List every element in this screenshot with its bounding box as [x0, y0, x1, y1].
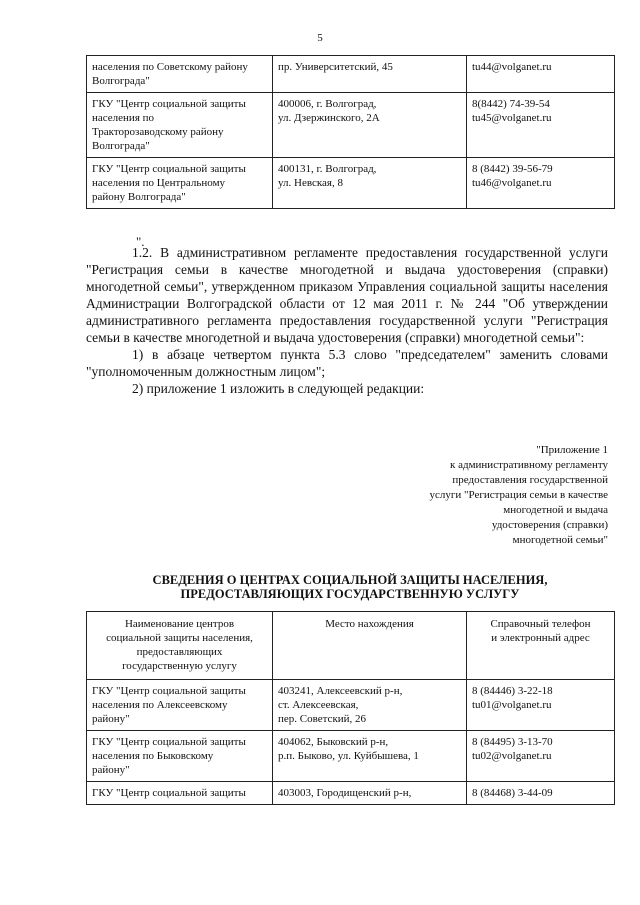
- header-center-name: Наименование центров социальной защиты населения, предоставляющих государственную услугу: [87, 612, 273, 680]
- header-location: Место нахождения: [273, 612, 467, 680]
- table-row: [87, 782, 615, 805]
- address-cell: 404062, Быковский р-н, р.п. Быково, ул. Куйбышева, 1: [273, 731, 467, 782]
- table-row: [87, 56, 615, 93]
- appendix-line: многодетной и выдача: [503, 504, 608, 516]
- section-heading: [86, 573, 614, 601]
- amendment-text: [86, 244, 608, 397]
- address-cell: 403241, Алексеевский р-н, ст. Алексеевская, пер. Советский, 26: [273, 680, 467, 731]
- closing-quote: ".: [136, 234, 145, 249]
- address-cell: 403003, Городищенский р-н,: [273, 782, 467, 805]
- paragraph-item-1: 1) в абзаце четвертом пункта 5.3 слово "председателем" заменить словами "уполномоченным должностным лицом";: [86, 347, 608, 379]
- appendix-line: предоставления государственной: [452, 474, 608, 486]
- table-row: [87, 158, 615, 209]
- appendix-line: удостоверения (справки): [491, 519, 608, 531]
- heading-line: ПРЕДОСТАВЛЯЮЩИХ ГОСУДАРСТВЕННУЮ УСЛУГУ: [180, 587, 520, 601]
- contact-cell: 8 (8442) 39-56-79 tu46@volganet.ru: [467, 158, 615, 209]
- appendix-line: "Приложение 1: [536, 444, 608, 456]
- appendix-line: многодетной семьи": [512, 534, 608, 546]
- center-name-cell: населения по Советскому району Волгограда": [87, 56, 273, 93]
- centers-table-body: [87, 680, 615, 805]
- address-cell: 400006, г. Волгоград, ул. Дзержинского, 2А: [273, 93, 467, 158]
- appendix-header: [348, 443, 608, 548]
- center-name-cell: ГКУ "Центр социальной защиты населения по Алексеевскому району": [87, 680, 273, 731]
- heading-line: СВЕДЕНИЯ О ЦЕНТРАХ СОЦИАЛЬНОЙ ЗАЩИТЫ НАСЕЛЕНИЯ,: [152, 573, 548, 587]
- center-name-cell: ГКУ "Центр социальной защиты: [87, 782, 273, 805]
- header-contact: Справочный телефон и электронный адрес: [467, 612, 615, 680]
- table-header-row: [87, 612, 615, 680]
- paragraph-1-2: 1.2. В административном регламенте предоставления государственной услуги "Регистрация семьи в качестве многодетной и выдача удостоверения (справки) многодетной семьи", утвержденном приказом Управления социальной защиты населения Администрации Волгоградской области от 12 мая 2011 г. № 244 "Об утверждении административного регламента предоставления государственной услуги "Регистрация семьи в качестве многодетной и выдача удостоверения (справки) многодетной семьи":: [86, 245, 608, 345]
- table-row: [87, 680, 615, 731]
- center-name-cell: ГКУ "Центр социальной защиты населения по Быковскому району": [87, 731, 273, 782]
- contact-cell: 8 (84468) 3-44-09: [467, 782, 615, 805]
- address-cell: пр. Университетский, 45: [273, 56, 467, 93]
- appendix-line: к административному регламенту: [450, 459, 608, 471]
- page-number: 5: [317, 32, 323, 44]
- contact-cell: 8 (84495) 3-13-70 tu02@volganet.ru: [467, 731, 615, 782]
- table-row: [87, 731, 615, 782]
- contact-cell: 8 (84446) 3-22-18 tu01@volganet.ru: [467, 680, 615, 731]
- paragraph-item-2: 2) приложение 1 изложить в следующей редакции:: [132, 381, 425, 396]
- table-row: [87, 93, 615, 158]
- centers-table-continued: [86, 55, 615, 209]
- address-cell: 400131, г. Волгоград, ул. Невская, 8: [273, 158, 467, 209]
- centers-table-continued-body: [87, 56, 615, 209]
- contact-cell: 8(8442) 74-39-54 tu45@volganet.ru: [467, 93, 615, 158]
- contact-cell: tu44@volganet.ru: [467, 56, 615, 93]
- appendix-line: услуги "Регистрация семьи в качестве: [429, 489, 608, 501]
- centers-table: [86, 611, 615, 805]
- center-name-cell: ГКУ "Центр социальной защиты населения по Тракторозаводскому району Волгограда": [87, 93, 273, 158]
- center-name-cell: ГКУ "Центр социальной защиты населения по Центральному району Волгограда": [87, 158, 273, 209]
